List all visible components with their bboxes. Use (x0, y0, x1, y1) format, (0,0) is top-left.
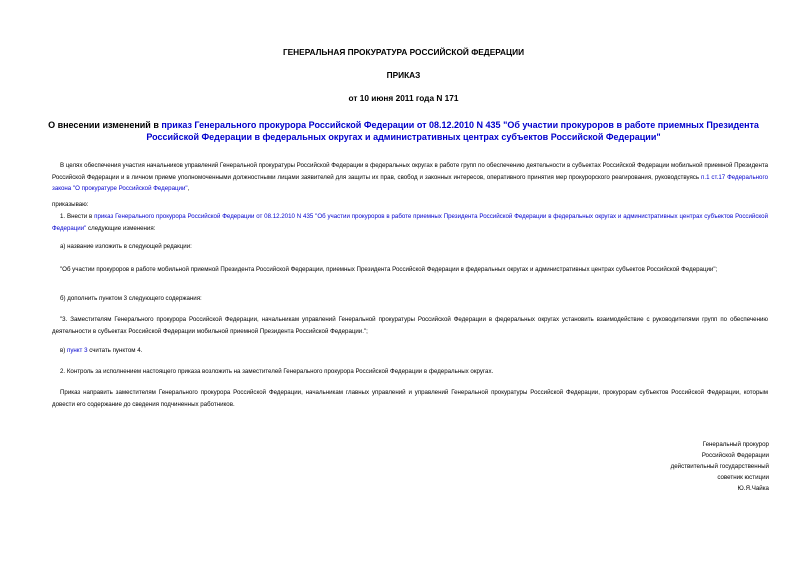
signature-name: Ю.Я.Чайка (737, 485, 769, 492)
signature-line-3: действительный государственный (670, 463, 769, 470)
item-2-paragraph: 2. Контроль за исполнением настоящего приказа возложить на заместителей Генерального прокурора Российской Федерации в федеральных округах. (60, 368, 494, 375)
item-c-point-link[interactable]: пункт 3 (67, 347, 88, 354)
item-b-paragraph: б) дополнить пунктом 3 следующего содержания: (60, 295, 202, 302)
item-1-suffix: следующие изменения: (86, 224, 156, 232)
quote-b-paragraph: "3. Заместителям Генерального прокурора Российской Федерации, начальникам управлений Генеральной прокуратуры Российской Федерации в федеральных округах установить взаимодействие с руководителями групп по обеспечению деятельности в субъектах Российской Федерации мобильной приемной Президента Российской Федерации."; (52, 316, 768, 335)
item-c-prefix: в) (60, 347, 68, 354)
item-1-order-link[interactable]: приказ Генерального прокурора Российской Федерации от 08.12.2010 N 435 "Об участии прокуроров в работе приемных Президента Российской Федерации в федеральных округах и административных центрах субъектов Российской Федерации" (52, 213, 768, 232)
quote-a-paragraph: "Об участии прокуроров в работе мобильной приемной Президента Российской Федерации, приемных Президента Российской Федерации в федеральных округах и административных центрах субъектов Российской Федерации"; (60, 266, 718, 273)
order-word: приказываю: (52, 201, 89, 208)
organization-heading: ГЕНЕРАЛЬНАЯ ПРОКУРАТУРА РОССИЙСКОЙ ФЕДЕРАЦИИ (282, 47, 525, 57)
item-1-paragraph (52, 211, 768, 234)
title-prefix: О внесении изменений в (48, 120, 162, 130)
signature-line-4: советник юстиции (717, 474, 769, 481)
preamble-text: В целях обеспечения участия начальников управлений Генеральной прокуратуры Российской Федерации в федеральных округах в работе групп по обеспечению деятельности в субъектах Российской Федерации мобильной приемной Президента Российской Федерации и в личном приеме уполномоченными должностными лицами заявителей для защиты их прав, свобод и законных интересов, оперативного принятия мер прокурорского реагирования, руководствуясь (52, 162, 768, 181)
item-a-paragraph: а) название изложить в следующей редакции: (60, 243, 192, 250)
document-type-heading: ПРИКАЗ (386, 70, 421, 80)
preamble-law-link[interactable]: п.1 ст.17 Федерального закона "О прокуратуре Российской Федерации" (52, 173, 768, 192)
document-title (40, 119, 767, 143)
title-amended-order-link[interactable]: приказ Генерального прокурора Российской Федерации от 08.12.2010 N 435 "Об участии прокуроров в работе приемных Президента Российской Федерации в федеральных округах и административных центрах субъектов Российской Федерации" (146, 120, 759, 142)
preamble-suffix: , (187, 185, 190, 192)
item-c-paragraph (52, 345, 768, 357)
signature-block (609, 439, 769, 494)
document-date-number: от 10 июня 2011 года N 171 (348, 93, 459, 103)
item-1-prefix: 1. Внести в (60, 213, 95, 220)
preamble-paragraph (52, 160, 768, 195)
signature-line-2: Российской Федерации (701, 452, 769, 459)
distribution-paragraph: Приказ направить заместителям Генерального прокурора Российской Федерации, начальникам главных управлений и управлений Генеральной прокуратуры Российской Федерации, прокурорам субъектов Российской Федерации, которым довести его содержание до сведения подчиненных работников. (52, 389, 768, 408)
signature-line-1: Генеральный прокурор (702, 441, 769, 448)
item-c-suffix: считать пунктом 4. (87, 347, 143, 354)
